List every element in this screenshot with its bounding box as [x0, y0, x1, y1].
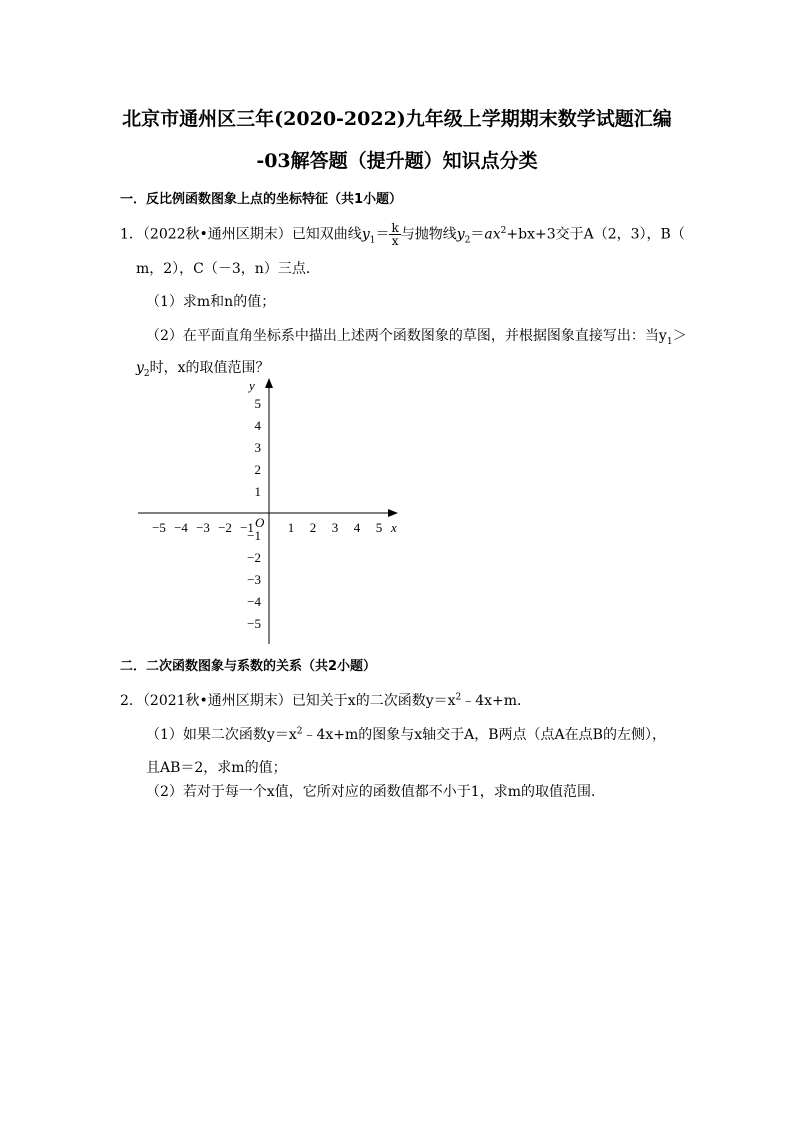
equals: ＝: [375, 226, 390, 243]
question-2-part2: （2）若对于每一个x值，它所对应的函数值都不小于1，求m的取值范围．: [146, 784, 605, 800]
section-heading-2: 二．二次函数图象与系数的关系（共2小题）: [120, 659, 377, 674]
x-tick-label: −3: [196, 520, 210, 535]
y-tick-label: 3: [254, 440, 261, 455]
fraction-denominator: x: [391, 234, 399, 248]
fraction: [389, 222, 400, 247]
question-text: +bx+3交于: [506, 226, 584, 243]
poly-term: ax: [484, 226, 501, 243]
y-tick-label: −1: [247, 528, 261, 543]
part1-text: （1）如果二次函数y＝x: [146, 727, 297, 743]
subscript: 2: [464, 235, 471, 246]
y-tick-label: −5: [247, 616, 261, 631]
x-tick-label: 1: [287, 520, 295, 535]
question-text: ﹣4x+m．: [461, 693, 532, 709]
superscript: 2: [500, 225, 507, 236]
question-text: 已知关于x的二次函数y＝x: [291, 693, 456, 709]
y-tick-label: 5: [254, 396, 261, 411]
part2-text: （2）在平面直角坐标系中描出上述两个函数图象的草图，并根据图象直接写出：当y: [146, 328, 667, 344]
var-y: y: [136, 360, 144, 376]
x-tick-label: −4: [174, 520, 188, 535]
question-number: 1．: [120, 226, 143, 243]
subscript: 1: [666, 336, 673, 347]
x-tick-label: 2: [309, 520, 317, 535]
question-1-part1: （1）求m和n的值；: [146, 294, 276, 310]
coordinate-plane: [130, 372, 420, 652]
superscript: 2: [296, 726, 303, 737]
x-tick-label: −2: [218, 520, 232, 535]
question-1-line2: m，2），C（－3，n）三点．: [136, 261, 320, 277]
subscript: 1: [369, 235, 376, 246]
x-tick-label: −1: [240, 520, 254, 535]
part1-text: ﹣4x+m的图象与x轴交于A，B两点（点A在点B的左侧），: [302, 727, 666, 743]
superscript: 2: [455, 692, 462, 703]
y-axis-arrow: [265, 378, 273, 388]
subscript: 2: [143, 368, 150, 379]
y-axis-label: y: [249, 378, 255, 393]
y-tick-label: 4: [254, 418, 261, 433]
doc-title-line2: -03解答题（提升题）知识点分类: [256, 150, 538, 172]
y-tick-label: 2: [254, 462, 261, 477]
x-tick-label: 3: [331, 520, 339, 535]
var-y: y: [456, 226, 465, 243]
y-tick-label: −4: [247, 594, 261, 609]
x-axis-label: x: [391, 520, 397, 535]
x-tick-label: 4: [353, 520, 361, 535]
question-number: 2．: [120, 693, 143, 709]
var-y: y: [361, 226, 370, 243]
section-heading-1: 一．反比例函数图象上点的坐标特征（共1小题）: [120, 192, 403, 207]
question-source: （2022秋•通州区期末）: [142, 226, 292, 243]
question-2-part1-line2: 且AB＝2，求m的值；: [146, 760, 287, 776]
greater-than: ＞: [672, 328, 687, 344]
equals: ＝: [470, 226, 485, 243]
question-text: 与抛物线: [400, 226, 457, 243]
question-2-part1: [146, 724, 666, 744]
x-tick-label: −5: [152, 520, 166, 535]
origin-label: O: [255, 515, 265, 530]
question-text: 已知双曲线: [291, 226, 362, 243]
question-2-line1: [120, 690, 531, 710]
fraction-numerator: k: [391, 221, 399, 235]
y-tick-label: −3: [247, 572, 261, 587]
y-tick-label: 1: [254, 484, 261, 499]
doc-title-line1: 北京市通州区三年(2020-2022)九年级上学期期末数学试题汇编: [122, 108, 672, 130]
question-1-line1: [120, 222, 685, 247]
part2-text: 时，x的取值范围？: [149, 360, 270, 376]
question-1-part2: [146, 325, 687, 347]
points-text: A（2，3），B（: [583, 226, 685, 243]
question-source: （2021秋•通州区期末）: [142, 693, 292, 709]
x-tick-label: 5: [375, 520, 383, 535]
y-tick-label: −2: [247, 550, 261, 565]
x-axis-arrow: [388, 509, 398, 517]
